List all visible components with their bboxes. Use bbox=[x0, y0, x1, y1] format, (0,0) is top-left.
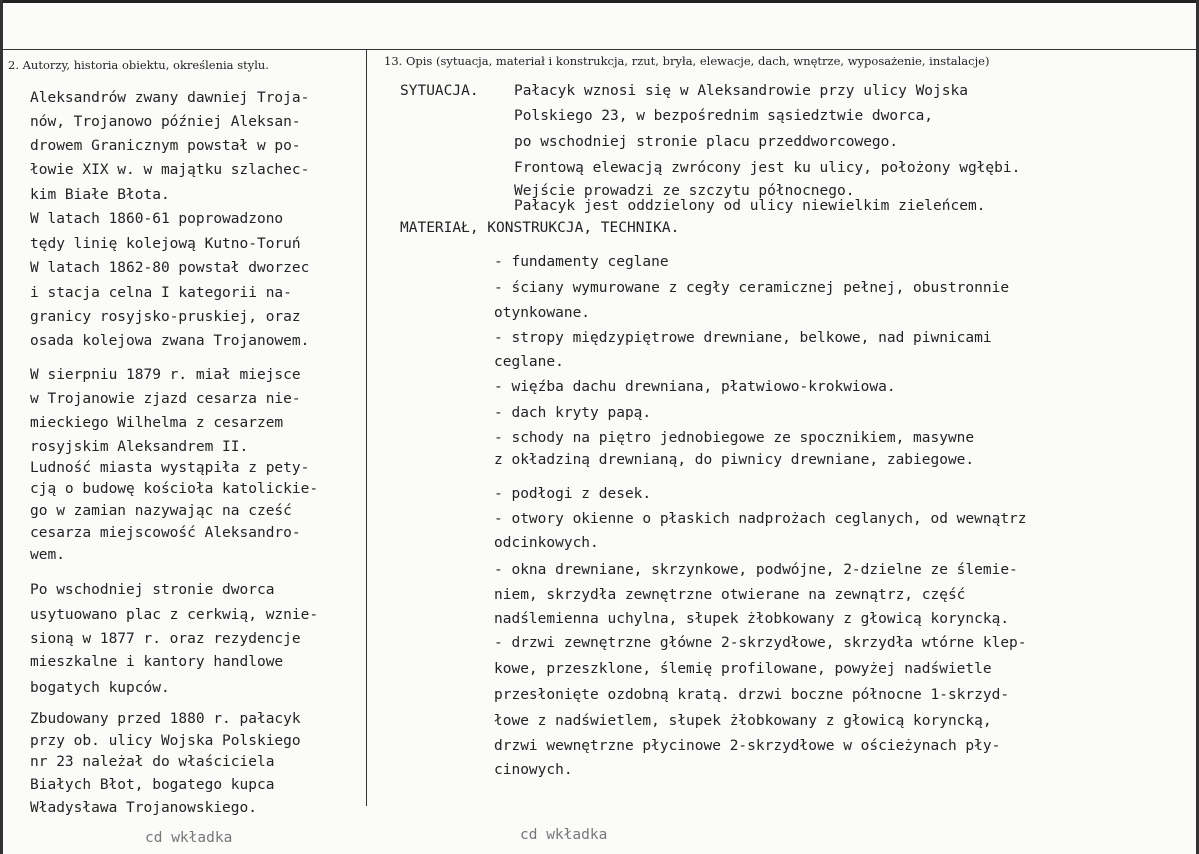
material-line: - fundamenty ceglane bbox=[494, 254, 669, 270]
left-line: Aleksandrów zwany dawniej Troja- bbox=[30, 90, 310, 106]
material-line: niem, skrzydła zewnętrzne otwierane na zewnątrz, część bbox=[494, 587, 966, 603]
header-divider bbox=[0, 49, 1199, 50]
left-line: mieckiego Wilhelma z cesarzem bbox=[30, 415, 284, 431]
left-line: tędy linię kolejową Kutno-Toruń bbox=[30, 236, 301, 252]
left-line: W latach 1862-80 powstał dworzec bbox=[30, 260, 310, 276]
left-line: cesarza miejscowość Aleksandro- bbox=[30, 525, 301, 541]
top-border bbox=[0, 0, 1199, 3]
material-line: - okna drewniane, skrzynkowe, podwójne, 2-dzielne ze ślemie- bbox=[494, 562, 1018, 578]
left-line: wem. bbox=[30, 547, 65, 563]
left-line: W sierpniu 1879 r. miał miejsce bbox=[30, 367, 301, 383]
material-line: - drzwi zewnętrzne główne 2-skrzydłowe, skrzydła wtórne klep- bbox=[494, 635, 1027, 651]
material-line: ceglane. bbox=[494, 354, 564, 370]
right-column-header: 13. Opis (sytuacja, materiał i konstrukcja, rzut, bryła, elewacje, dach, wnętrze, wyposażenie, instalacje) bbox=[384, 54, 990, 68]
left-line: Władysława Trojanowskiego. bbox=[30, 800, 257, 816]
situation-label: SYTUACJA. bbox=[400, 83, 479, 99]
left-line: cją o budowę kościoła katolickie- bbox=[30, 481, 319, 497]
left-line: rosyjskim Aleksandrem II. bbox=[30, 439, 249, 455]
material-line: - więźba dachu drewniana, płatwiowo-krokwiowa. bbox=[494, 379, 896, 395]
material-line: - ściany wymurowane z cegły ceramicznej pełnej, obustronnie bbox=[494, 280, 1010, 296]
left-line: kim Białe Błota. bbox=[30, 187, 170, 203]
situation-line: Pałacyk jest oddzielony od ulicy niewielkim zieleńcem. bbox=[514, 198, 986, 214]
left-border bbox=[0, 0, 3, 854]
situation-line: Pałacyk wznosi się w Aleksandrowie przy ulicy Wojska bbox=[514, 83, 968, 99]
material-line: - stropy międzypiętrowe drewniane, belkowe, nad piwnicami bbox=[494, 330, 992, 346]
left-footer-note: cd wkładka bbox=[145, 830, 233, 846]
left-line: Zbudowany przed 1880 r. pałacyk bbox=[30, 711, 301, 727]
situation-line: Frontową elewacją zwrócony jest ku ulicy, położony wgłębi. bbox=[514, 160, 1021, 176]
left-line: W latach 1860-61 poprowadzono bbox=[30, 211, 284, 227]
left-line: usytuowano plac z cerkwią, wznie- bbox=[30, 607, 319, 623]
left-line: osada kolejowa zwana Trojanowem. bbox=[30, 333, 310, 349]
left-line: sioną w 1877 r. oraz rezydencje bbox=[30, 631, 301, 647]
material-line: drzwi wewnętrzne płycinowe 2-skrzydłowe w ościeżynach pły- bbox=[494, 738, 1001, 754]
left-line: nów, Trojanowo później Aleksan- bbox=[30, 114, 301, 130]
right-footer-note: cd wkładka bbox=[520, 827, 608, 843]
material-heading: MATERIAŁ, KONSTRUKCJA, TECHNIKA. bbox=[400, 220, 680, 236]
left-line: bogatych kupców. bbox=[30, 680, 170, 696]
left-line: przy ob. ulicy Wojska Polskiego bbox=[30, 733, 301, 749]
material-line: nadślemienna uchylna, słupek żłobkowany z głowicą koryncką. bbox=[494, 611, 1010, 627]
material-line: - otwory okienne o płaskich nadprożach ceglanych, od wewnątrz bbox=[494, 511, 1027, 527]
left-line: granicy rosyjsko-pruskiej, oraz bbox=[30, 309, 301, 325]
left-line: łowie XIX w. w majątku szlachec- bbox=[30, 162, 310, 178]
material-line: cinowych. bbox=[494, 762, 573, 778]
situation-line: po wschodniej stronie placu przeddworcowego. bbox=[514, 134, 899, 150]
left-line: nr 23 należał do właściciela bbox=[30, 754, 275, 770]
material-line: łowe z nadświetlem, słupek żłobkowany z głowicą koryncką, bbox=[494, 713, 992, 729]
material-line: - schody na piętro jednobiegowe ze spocznikiem, masywne bbox=[494, 430, 975, 446]
situation-line: Wejście prowadzi ze szczytu północnego. bbox=[514, 183, 855, 199]
material-line: z okładziną drewnianą, do piwnicy drewniane, zabiegowe. bbox=[494, 452, 975, 468]
left-line: i stacja celna I kategorii na- bbox=[30, 285, 292, 301]
left-line: Ludność miasta wystąpiła z pety- bbox=[30, 460, 310, 476]
material-line: - podłogi z desek. bbox=[494, 486, 652, 502]
left-line: go w zamian nazywając na cześć bbox=[30, 503, 292, 519]
left-line: mieszkalne i kantory handlowe bbox=[30, 654, 284, 670]
left-line: Białych Błot, bogatego kupca bbox=[30, 777, 275, 793]
material-line: kowe, przeszklone, ślemię profilowane, powyżej nadświetle bbox=[494, 661, 992, 677]
left-line: w Trojanowie zjazd cesarza nie- bbox=[30, 391, 301, 407]
left-column-header: 2. Autorzy, historia obiektu, określenia stylu. bbox=[8, 58, 269, 72]
situation-line: Polskiego 23, w bezpośrednim sąsiedztwie dworca, bbox=[514, 108, 934, 124]
material-line: odcinkowych. bbox=[494, 535, 599, 551]
material-line: - dach kryty papą. bbox=[494, 405, 652, 421]
material-line: otynkowane. bbox=[494, 305, 591, 321]
left-line: drowem Granicznym powstał w po- bbox=[30, 138, 301, 154]
material-line: przesłonięte ozdobną kratą. drzwi boczne północne 1-skrzyd- bbox=[494, 687, 1010, 703]
column-divider bbox=[366, 49, 367, 806]
left-line: Po wschodniej stronie dworca bbox=[30, 582, 275, 598]
